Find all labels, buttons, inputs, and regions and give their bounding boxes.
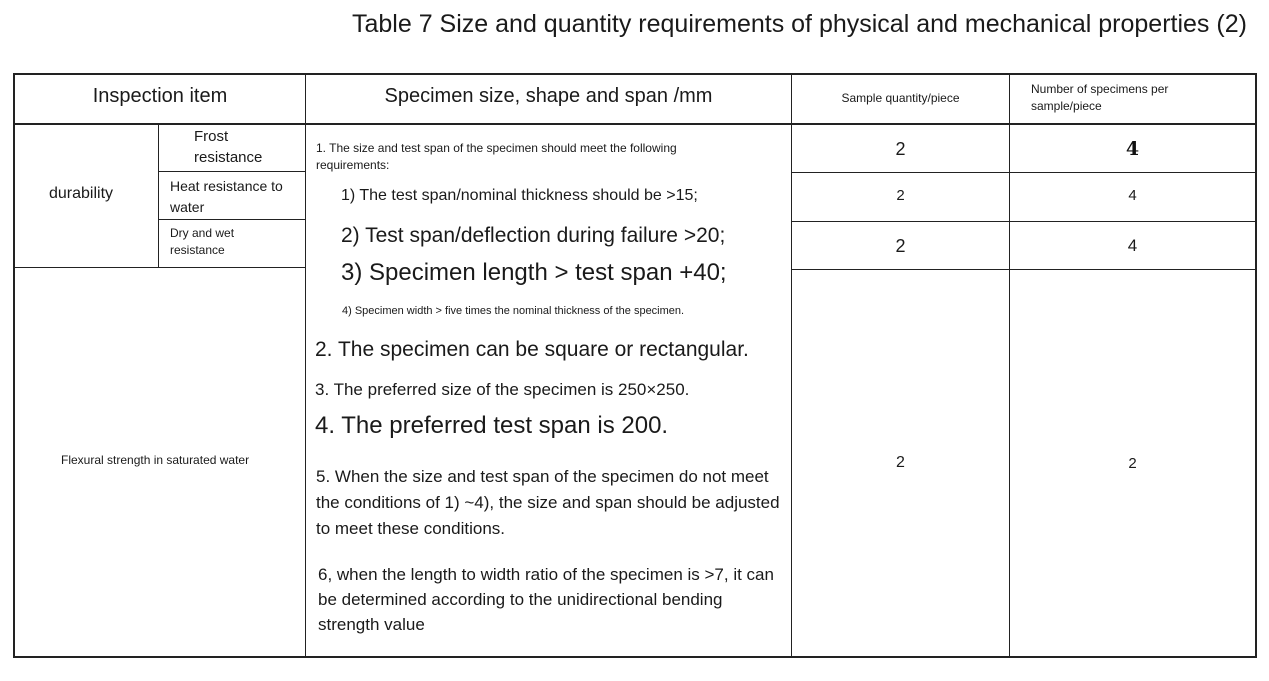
sample-quantity-flexural: 2 [896, 454, 905, 471]
header-inspection-item: Inspection item [92, 85, 228, 107]
col-divider-subitem [158, 124, 159, 268]
table-border-bottom [13, 656, 1257, 658]
requirement-1-2: 2) Test span/deflection during failure >20; [341, 224, 726, 247]
table-border-top [13, 73, 1257, 75]
sample-quantity-drywet: 2 [895, 236, 906, 256]
requirement-4: 4. The preferred test span is 200. [315, 412, 669, 439]
requirement-6: 6, when the length to width ratio of the specimen is >7, it can be determined according to the unidirectional bending strength value [318, 565, 774, 634]
row-sep-1 [158, 171, 306, 172]
item-flexural-strength: Flexural strength in saturated water [61, 453, 250, 467]
requirement-1-4: 4) Specimen width > five times the nominal thickness of the specimen. [342, 305, 685, 317]
sample-quantity-frost: 2 [895, 139, 906, 159]
requirement-1-3: 3) Specimen length > test span +40; [341, 259, 727, 286]
item-dry-wet-resistance: Dry and wet resistance [170, 226, 235, 257]
specimens-per-sample-heat: 4 [1128, 187, 1137, 204]
specimens-per-sample-drywet: 4 [1127, 236, 1138, 255]
requirement-1: 1. The size and test span of the specimen should meet the following requirements: [316, 141, 677, 172]
header-specimens-per-sample: Number of specimens per sample/piece [1031, 82, 1169, 113]
specimens-per-sample-frost: 4 [1125, 138, 1140, 160]
row-sep-3 [13, 267, 306, 268]
table-border-left [13, 73, 15, 658]
header-sample-quantity: Sample quantity/piece [841, 91, 960, 105]
specimens-per-sample-flexural: 2 [1128, 455, 1137, 472]
row-sep-2 [158, 219, 306, 220]
header-specimen: Specimen size, shape and span /mm [384, 85, 713, 107]
qty-row-sep-1 [791, 172, 1257, 173]
requirement-1-1: 1) The test span/nominal thickness should be >15; [341, 187, 698, 204]
item-heat-resistance-to-water: Heat resistance to water [170, 178, 283, 215]
item-frost-resistance: Frost resistance [194, 128, 263, 166]
header-separator [13, 123, 1257, 125]
col-divider-specimen [305, 73, 306, 658]
table-border-right [1255, 73, 1257, 658]
requirement-3: 3. The preferred size of the specimen is 250×250. [315, 380, 690, 399]
requirement-2: 2. The specimen can be square or rectangular. [315, 338, 749, 361]
group-label-durability: durability [49, 185, 114, 202]
table-title: Table 7 Size and quantity requirements of physical and mechanical properties (2) [352, 10, 1247, 38]
qty-row-sep-2 [791, 221, 1257, 222]
qty-row-sep-3 [791, 269, 1257, 270]
sample-quantity-heat: 2 [896, 187, 905, 204]
requirement-5: 5. When the size and test span of the specimen do not meet the conditions of 1) ~4), the size and span should be adjusted to meet these conditions. [316, 467, 780, 538]
